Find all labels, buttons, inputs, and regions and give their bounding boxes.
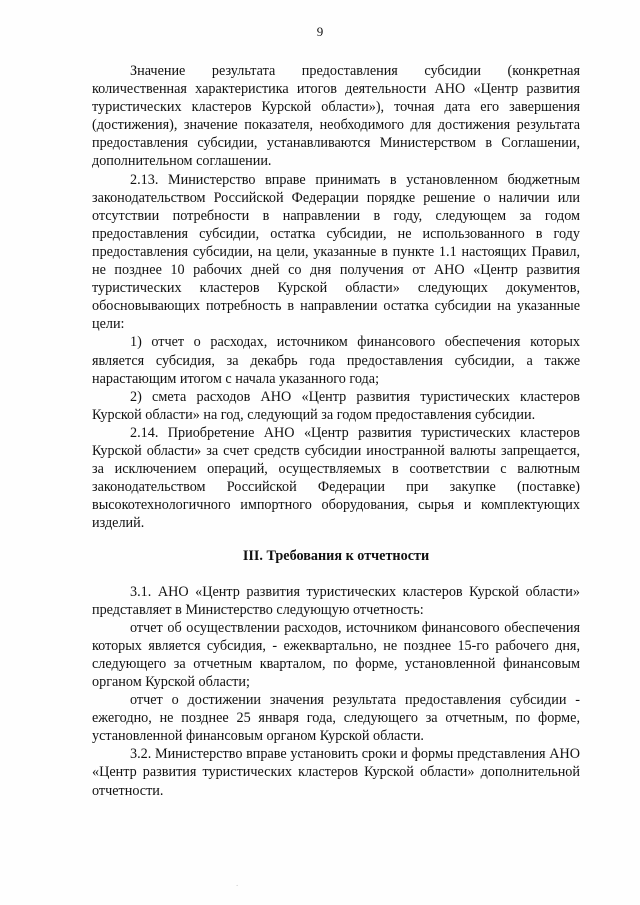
page-number: 9 — [316, 24, 324, 39]
paragraph-3-1: 3.1. АНО «Центр развития туристических кластеров Курской области» представляет в Министерство следующую отчетность: — [92, 583, 580, 618]
section-heading-reporting: III. Требования к отчетности — [242, 548, 430, 565]
scan-mark: . — [236, 878, 239, 888]
paragraph-3-2: 3.2. Министерство вправе установить сроки и формы представления АНО «Центр развития туристических кластеров Курской области» дополнительной отчетности. — [92, 746, 580, 799]
report-quarterly-expenses: отчет об осуществлении расходов, источником финансового обеспечения которых является субсидия, - ежеквартально, не позднее 15-го рабочего дня, следующего за отчетным кварталом, по форме, установленной финансовым органом Курской области; — [92, 619, 580, 690]
list-item-expense-report: 1) отчет о расходах, источником финансового обеспечения которых является субсидия, за декабрь года предоставления субсидии, а также нарастающим итогом с начала указанного года; — [92, 334, 580, 387]
paragraph-result-value: Значение результата предоставления субсидии (конкретная количественная характеристика итогов деятельности АНО «Центр развития туристических кластеров Курской области»), точная дата его завершения (достижения), значение показателя, необходимого для достижения результата предоставления субсидии, устанавливаются Министерством в Соглашении, дополнительном соглашении. — [92, 63, 580, 170]
report-annual-result: отчет о достижении значения результата предоставления субсидии - ежегодно, не позднее 25 января года, следующего за отчетным, по форме, установленной финансовым органом Курской области. — [92, 692, 580, 745]
paragraph-2-14: 2.14. Приобретение АНО «Центр развития туристических кластеров Курской области» за счет средств субсидии иностранной валюты запрещается, за исключением операций, осуществляемых в соответствии с валютным законодательством Российской Федерации при закупке (поставке) высокотехнологичного импортного оборудования, сырья и комплектующих изделий. — [92, 424, 580, 532]
paragraph-2-13: 2.13. Министерство вправе принимать в установленном бюджетным законодательством Российской Федерации порядке решение о наличии или отсутствии потребности в направлении в году, следующем за годом предоставления субсидии, остатка субсидии, не использованного в году предоставления субсидии, на цели, указанные в пункте 1.1 настоящих Правил, не позднее 10 рабочих дней со дня получения от АНО «Центр развития туристических кластеров Курской области» следующих документов, обосновывающих потребность в направлении остатка субсидии на указанные цели: — [92, 171, 580, 333]
list-item-budget-estimate: 2) смета расходов АНО «Центр развития туристических кластеров Курской области» на год, следующий за годом предоставления субсидии. — [92, 388, 580, 423]
document-body — [92, 62, 580, 800]
